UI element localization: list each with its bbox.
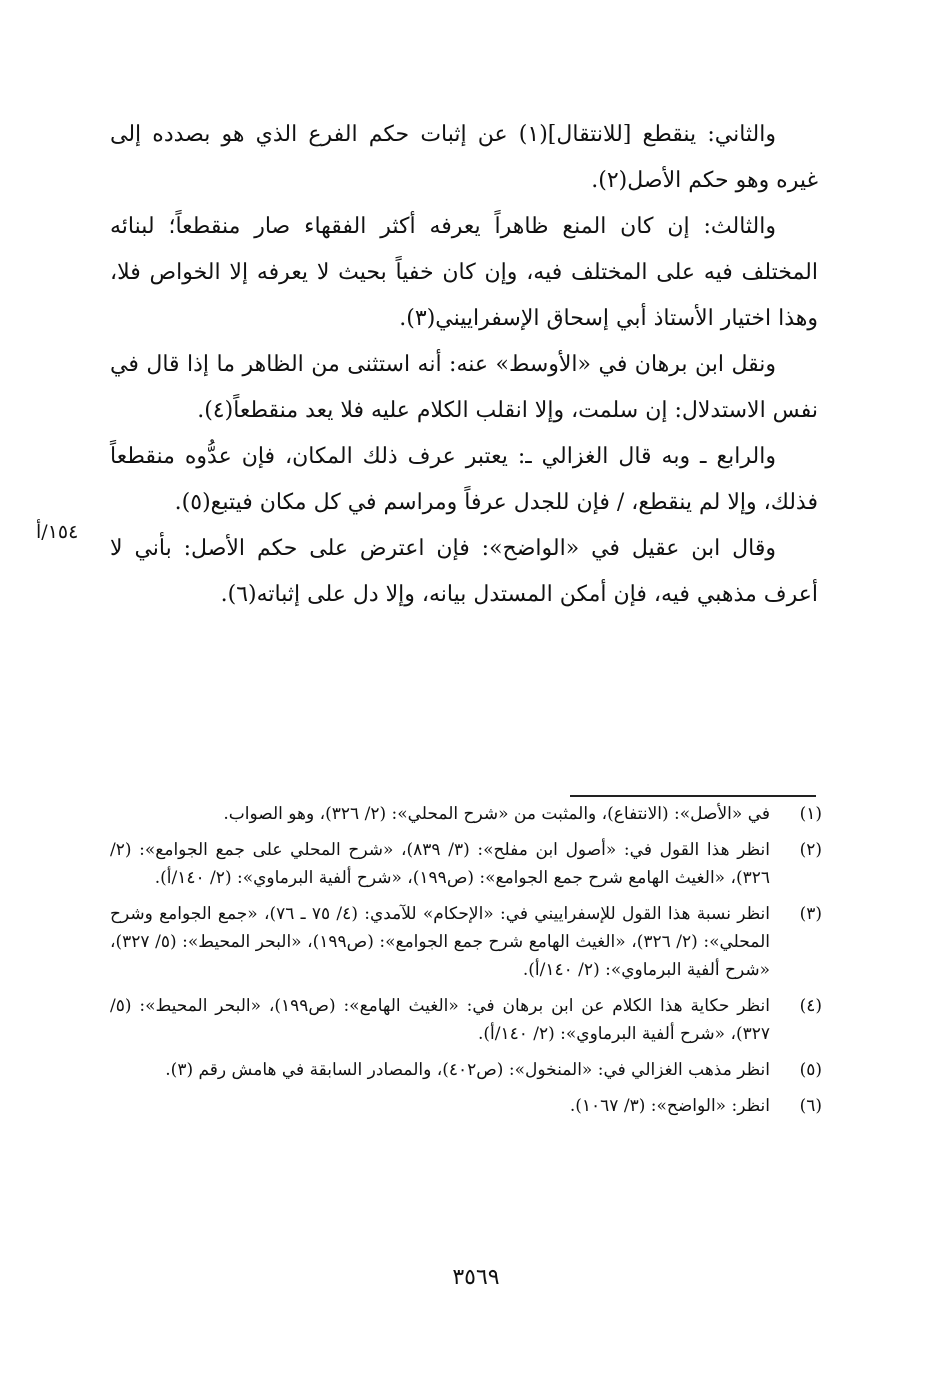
- footnote-text: انظر حكاية هذا الكلام عن ابن برهان في: «الغيث الهامع»: (ص١٩٩)، «البحر المحيط»: (٥/ ٣٢٧)، «شرح ألفية البرماوي»: (٢/ ١٤٠/أ).: [110, 996, 770, 1044]
- paragraph: وقال ابن عقيل في «الواضح»: فإن اعترض على حكم الأصل: بأني لا أعرف مذهبي فيه، فإن أمكن المستدل بيانه، وإلا دل على إثباته(٦).: [110, 536, 818, 607]
- footnote-number: (٢): [799, 840, 822, 860]
- paragraph: والثالث: إن كان المنع ظاهراً يعرفه أكثر الفقهاء صار منقطعاً؛ لبنائه المختلف فيه على المختلف فيه، وإن كان خفياً بحيث لا يعرفه إلا الخواص فلا، وهذا اختيار الأستاذ أبي إسحاق الإسفراييني(٣).: [110, 214, 818, 331]
- paragraph: والرابع ـ وبه قال الغزالي ـ: يعتبر عرف ذلك المكان، فإن عدُّوه منقطعاً فذلك، وإلا لم ينقطع، / فإن للجدل عرفاً ومراسم في كل مكان فيتبع(٥).: [110, 444, 818, 515]
- page-number: ٣٥٦٩: [452, 1265, 500, 1290]
- footnote-text: انظر هذا القول في: «أصول ابن مفلح»: (٣/ ٨٣٩)، «شرح المحلي على جمع الجوامع»: (٢/ ٣٢٦)، «الغيث الهامع شرح جمع الجوامع»: (ص١٩٩)، «شرح ألفية البرماوي»: (٢/ ١٤٠/أ).: [110, 840, 770, 888]
- footnote-text: انظر: «الواضح»: (٣/ ١٠٦٧).: [569, 1096, 770, 1116]
- footnote-text: انظر نسبة هذا القول للإسفراييني في: «الإحكام» للآمدي: (٤/ ٧٥ ـ ٧٦)، «جمع الجوامع وشرح المحلي»: (٢/ ٣٢٦)، «الغيث الهامع شرح جمع الجوامع»: (ص١٩٩)، «البحر المحيط»: (٥/ ٣٢٧)، «شرح ألفية البرماوي»: (٢/ ١٤٠/أ).: [110, 904, 770, 980]
- manuscript-folio-marker: ١٥٤/أ: [36, 521, 79, 543]
- paragraph: ونقل ابن برهان في «الأوسط» عنه: أنه استثنى من الظاهر ما إذا قال في نفس الاستدلال: إن سلمت، وإلا انقلب الكلام عليه فلا يعد منقطعاً(٤).: [110, 352, 818, 423]
- footnotes: [110, 800, 822, 1128]
- footnote-number: (٣): [799, 904, 822, 924]
- paragraph: والثاني: ينقطع [للانتقال](١) عن إثبات حكم الفرع الذي هو بصدده إلى غيره وهو حكم الأصل(٢).: [110, 122, 818, 193]
- footnote-number: (٥): [799, 1060, 822, 1080]
- footnote-separator: [570, 795, 816, 797]
- footnote: [110, 1056, 822, 1084]
- footnote-number: (٤): [799, 996, 822, 1016]
- footnote: [110, 800, 822, 828]
- main-text: [110, 112, 818, 618]
- footnote-text: انظر مذهب الغزالي في: «المنخول»: (ص٤٠٢)، والمصادر السابقة في هامش رقم (٣).: [165, 1060, 770, 1080]
- footnote: [110, 1092, 822, 1120]
- footnote-number: (١): [799, 804, 822, 824]
- footnote-number: (٦): [799, 1096, 822, 1116]
- footnote: [110, 992, 822, 1048]
- footnote: [110, 836, 822, 892]
- footnote: [110, 900, 822, 984]
- footnote-text: في «الأصل»: (الانتفاع)، والمثبت من «شرح المحلي»: (٢/ ٣٢٦)، وهو الصواب.: [223, 804, 770, 824]
